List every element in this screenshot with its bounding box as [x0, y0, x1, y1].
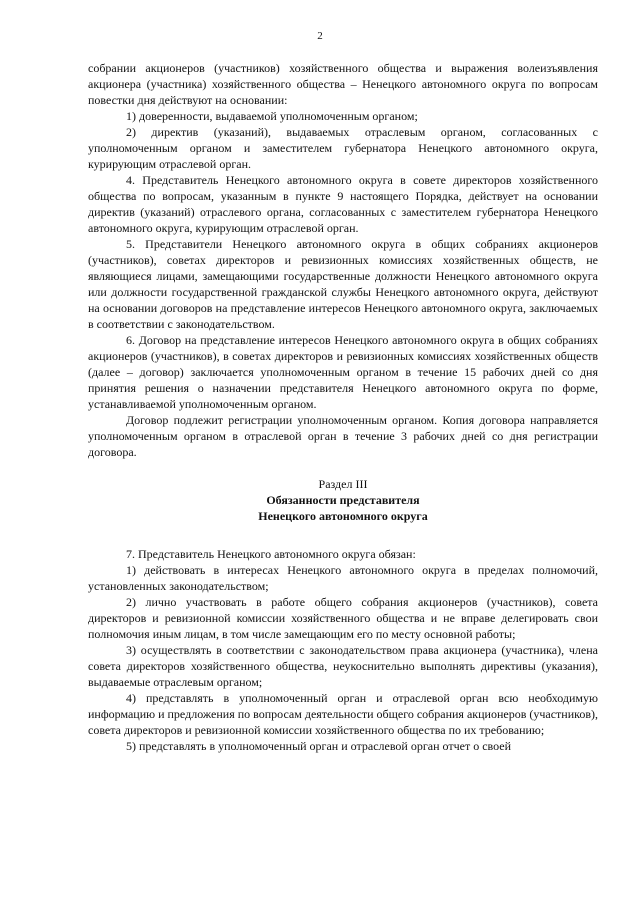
paragraph: 7. Представитель Ненецкого автономного округа обязан: — [126, 547, 416, 561]
section-title-line-1: Обязанности представителя — [266, 493, 420, 507]
paragraph: 6. Договор на представление интересов Ненецкого автономного округа в общих собраниях акционеров (участников), в советах директоров и ревизионных комиссиях хозяйственных обществ (далее – договор) заключается уполномоченным органом в течение 15 рабочих дней со дня принятия решения о назначении представителя Ненецкого автономного округа по форме, устанавливаемой уполномоченным органом. — [88, 333, 598, 411]
section-heading — [88, 476, 598, 524]
page-number: 2 — [317, 30, 323, 42]
paragraph: 2) лично участвовать в работе общего собрания акционеров (участников), совета директоров и ревизионной комиссии хозяйственного общества и не вправе делегировать свои полномочия иным лицам, в том числе замещающим его по месту основной работы; — [88, 595, 598, 641]
paragraph: 4) представлять в уполномоченный орган и отраслевой орган всю необходимую информацию и предложения по вопросам деятельности общего собрания акционеров (участников), совета директоров и ревизионной комиссии хозяйственного общества по их требованию; — [88, 691, 599, 737]
paragraph: 1) доверенности, выдаваемой уполномоченным органом; — [126, 109, 418, 123]
paragraph: 1) действовать в интересах Ненецкого автономного округа в пределах полномочий, установленных законодательством; — [88, 563, 598, 593]
paragraph: 5. Представители Ненецкого автономного округа в общих собраниях акционеров (участников), советах директоров и ревизионных комиссиях хозяйственных обществ, не являющиеся лицами, замещающими государственные должности Ненецкого автономного округа или должности государственной гражданской службы Ненецкого автономного округа, действуют на основании договоров на представление интересов Ненецкого автономного округа, заключаемых в соответствии с законодательством. — [88, 237, 598, 331]
section-title-line-2: Ненецкого автономного округа — [258, 509, 428, 523]
paragraphs-before-section — [88, 60, 598, 460]
section-label: Раздел III — [318, 477, 368, 491]
paragraph: собрании акционеров (участников) хозяйственного общества и выражения волеизъявления акционера (участника) хозяйственного общества – Ненецкого автономного округа по вопросам повестки дня действуют на основании: — [88, 61, 598, 107]
paragraph: 2) директив (указаний), выдаваемых отраслевым органом, согласованных с уполномоченным органом и заместителем губернатора Ненецкого автономного округа, курирующим отраслевой орган. — [88, 125, 598, 171]
paragraph: 5) представлять в уполномоченный орган и отраслевой орган отчет о своей — [126, 739, 512, 753]
paragraphs-after-section — [88, 546, 598, 754]
document-body — [88, 60, 598, 754]
paragraph: Договор подлежит регистрации уполномоченным органом. Копия договора направляется уполномоченным органом в отраслевой орган в течение 3 рабочих дней со дня регистрации договора. — [88, 413, 598, 459]
paragraph: 4. Представитель Ненецкого автономного округа в совете директоров хозяйственного общества по вопросам, указанным в пункте 9 настоящего Порядка, действует на основании директив (указаний) отраслевого органа, согласованных с заместителем губернатора Ненецкого автономного округа, курирующим отраслевой орган. — [88, 173, 598, 235]
paragraph: 3) осуществлять в соответствии с законодательством права акционера (участника), члена совета директоров хозяйственного общества, неукоснительно выполнять директивы (указания), выдаваемые отраслевым органом; — [88, 643, 598, 689]
